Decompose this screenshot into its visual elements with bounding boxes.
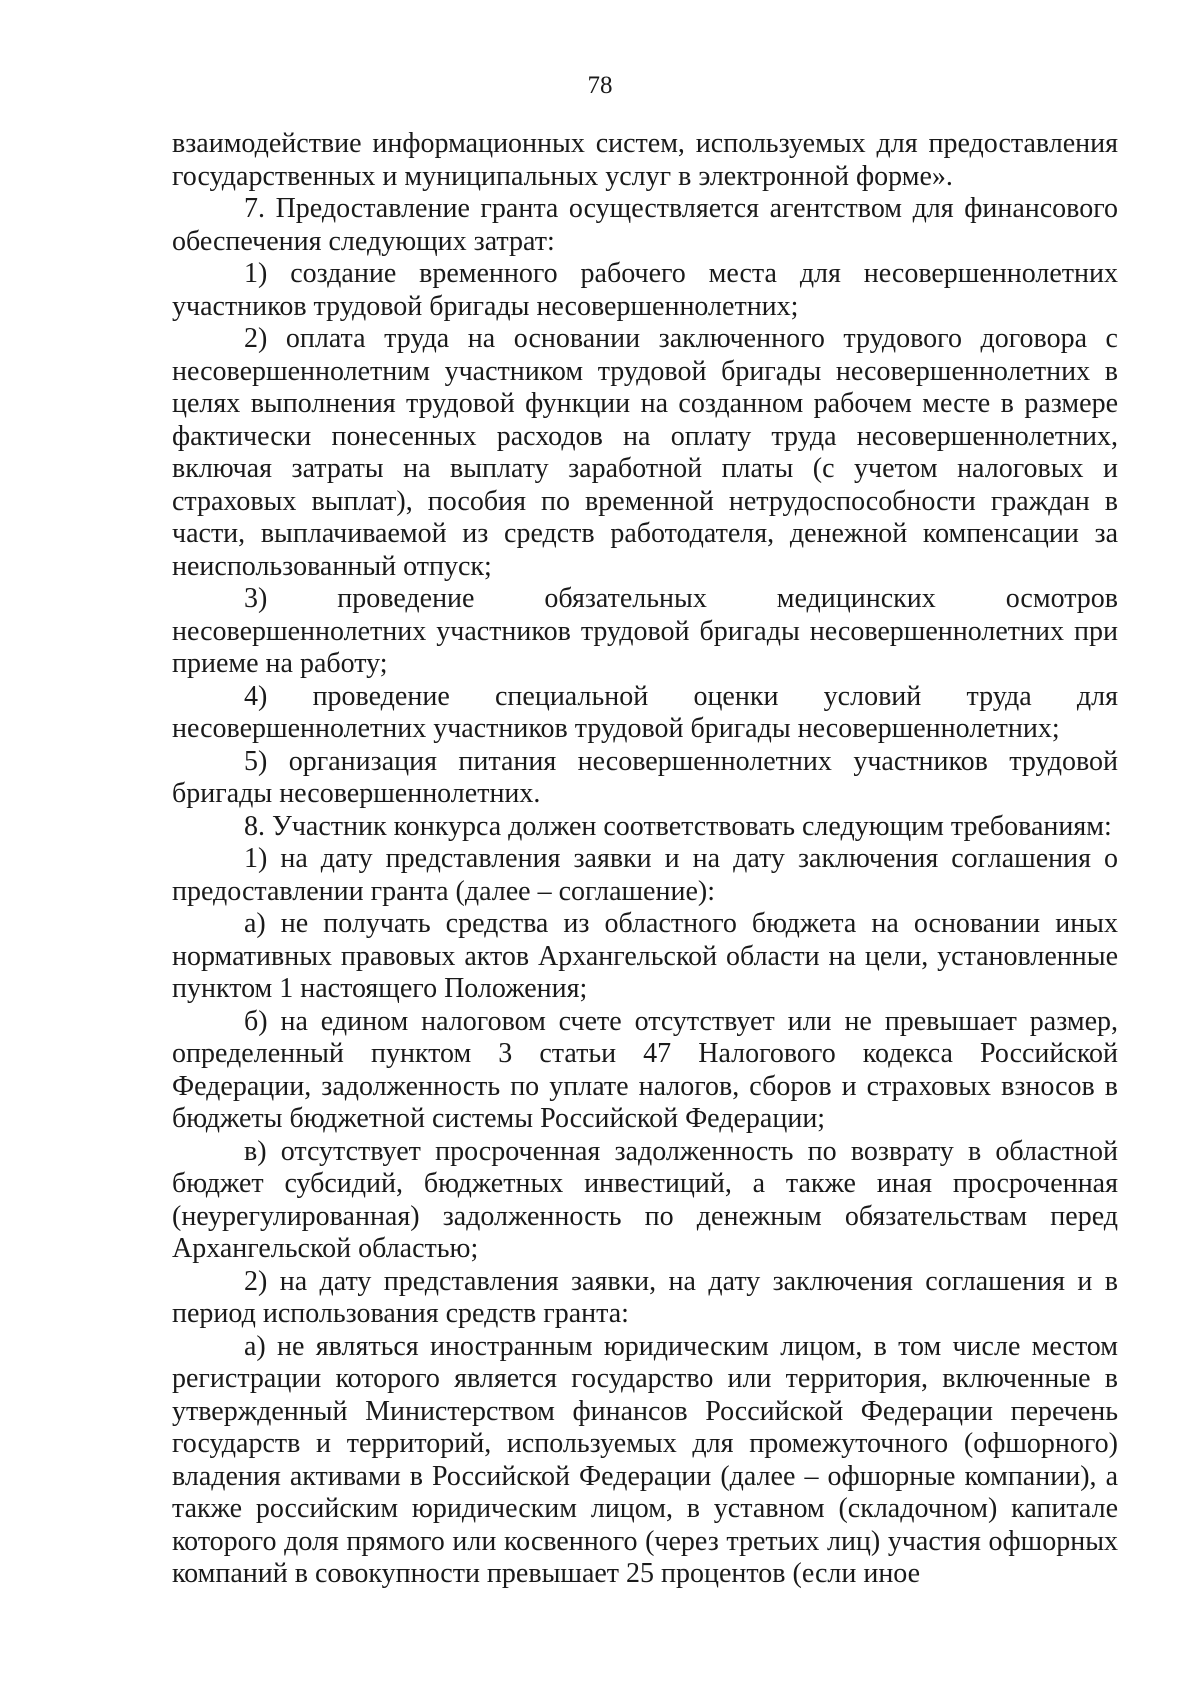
paragraph: 8. Участник конкурса должен соответствовать следующим требованиям: [244,810,1112,842]
page-number: 78 [587,72,613,99]
paragraph: а) не получать средства из областного бюджета на основании иных нормативных правовых актов Архангельской области на цели, установленные пунктом 1 настоящего Положения; [172,908,1118,1004]
paragraph: в) отсутствует просроченная задолженность по возврату в областной бюджет субсидий, бюджетных инвестиций, а также иная просроченная (неурегулированная) задолженность по денежным обязательствам перед Архангельской областью; [172,1135,1118,1264]
paragraph: 3) проведение обязательных медицинских осмотров несовершеннолетних участников трудовой бригады несовершеннолетних при приеме на работу; [172,583,1118,679]
paragraph: 5) организация питания несовершеннолетних участников трудовой бригады несовершеннолетних. [172,745,1118,809]
paragraph: взаимодействие информационных систем, используемых для предоставления государственных и муниципальных услуг в электронной форме». [172,128,1118,192]
paragraph: 2) оплата труда на основании заключенного трудового договора с несовершеннолетним участником трудовой бригады несовершеннолетних в целях выполнения трудовой функции на созданном рабочем месте в размере фактически понесенных расходов на оплату труда несовершеннолетних, включая затраты на выплату заработной платы (с учетом налоговых и страховых выплат), пособия по временной нетрудоспособности граждан в части, выплачиваемой из средств работодателя, денежной компенсации за неиспользованный отпуск; [172,323,1118,582]
paragraph: 7. Предоставление гранта осуществляется агентством для финансового обеспечения следующих затрат: [172,193,1118,257]
paragraph: 2) на дату представления заявки, на дату заключения соглашения и в период использования средств гранта: [172,1265,1118,1329]
paragraph: б) на едином налоговом счете отсутствует или не превышает размер, определенный пунктом 3 статьи 47 Налогового кодекса Российской Федерации, задолженность по уплате налогов, сборов и страховых взносов в бюджеты бюджетной системы Российской Федерации; [172,1005,1118,1134]
paragraph: 4) проведение специальной оценки условий труда для несовершеннолетних участников трудовой бригады несовершеннолетних; [172,680,1118,744]
document-body [172,128,1118,1591]
paragraph: а) не являться иностранным юридическим лицом, в том числе местом регистрации которого является государство или территория, включенные в утвержденный Министерством финансов Российской Федерации перечень государств и территорий, используемых для промежуточного (офшорного) владения активами в Российской Федерации (далее – офшорные компании), а также российским юридическим лицом, в уставном (складочном) капитале которого доля прямого или косвенного (через третьих лиц) участия офшорных компаний в совокупности превышает 25 процентов (если иное [172,1330,1118,1589]
paragraph: 1) создание временного рабочего места для несовершеннолетних участников трудовой бригады несовершеннолетних; [172,258,1118,322]
paragraph: 1) на дату представления заявки и на дату заключения соглашения о предоставлении гранта (далее – соглашение): [172,843,1118,907]
